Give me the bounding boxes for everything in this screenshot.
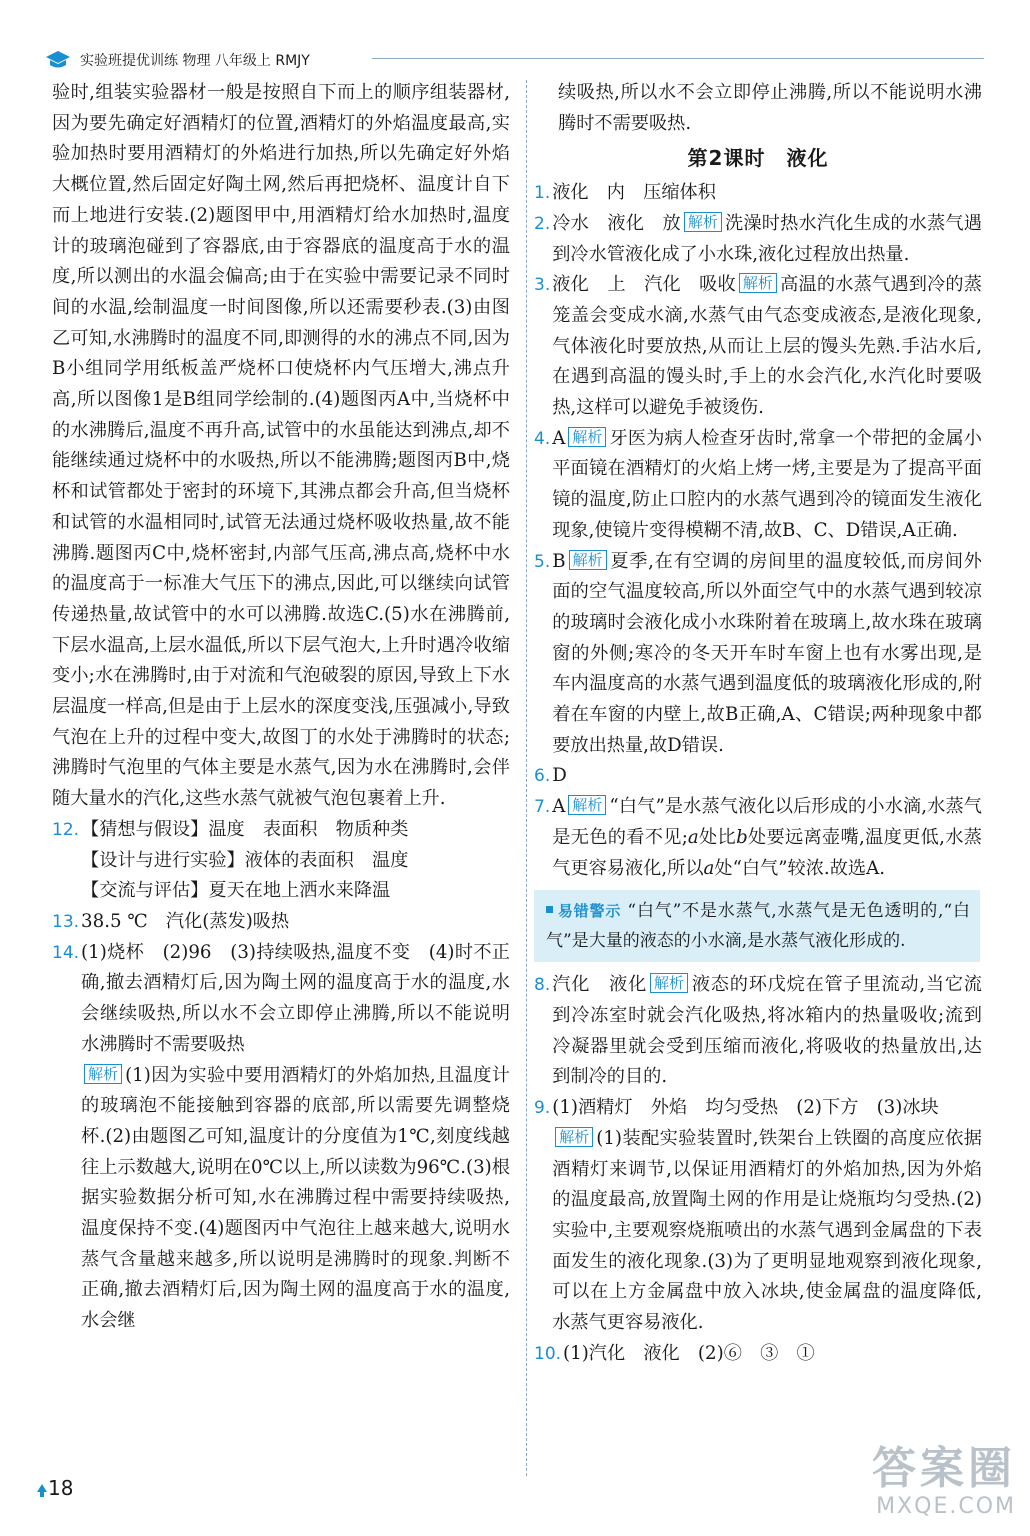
question-number: 9. <box>534 1098 551 1119</box>
answer-text: D <box>552 765 567 787</box>
book-logo-icon <box>44 48 72 70</box>
answer-text: 冷水 液化 放 <box>552 212 681 234</box>
page-marker-icon <box>36 1480 48 1498</box>
answer-text: (1)烧杯 (2)96 (3)持续吸热,温度不变 (4)时不正确,撤去酒精灯后,因为陶土网的温度高于水的温度,水会继续吸热,所以水不会立即停止沸腾,所以不能说明水沸腾时不需要吸热 <box>81 941 510 1055</box>
question-number: 10. <box>534 1343 562 1364</box>
analysis-body: 处要远离壶嘴,温度更低,水蒸气更容易液化,所以 <box>552 826 982 879</box>
analysis-tag: 解析 <box>555 1127 593 1147</box>
watermark-logo: 答案圈 <box>872 1443 1016 1494</box>
question-number: 4. <box>534 428 551 449</box>
question-10 <box>534 1339 982 1370</box>
analysis-body: (1)因为实验中要用酒精灯的外焰加热,且温度计的玻璃泡不能接触到容器的底部,所以需要先调整烧杯.(2)由题图乙可知,温度计的分度值为1℃,刻度线越往上示数越大,说明在0℃以上,所以读数为96℃.(3)根据实验数据分析可知,水在沸腾过程中需要持续吸热,温度保持不变.(4)题图丙中气泡往上越来越大,说明水蒸气含量越来越多,所以说明是沸腾时的现象.判断不正确,撤去酒精灯后,因为陶土网的温度高于水的温度,水会继 <box>81 1064 510 1332</box>
question-number: 3. <box>534 275 551 296</box>
analysis-tag: 解析 <box>84 1064 122 1084</box>
question-6 <box>534 761 982 792</box>
header-title: 实验班提优训练 物理 八年级上 RMJY <box>80 53 310 69</box>
question-4 <box>534 424 982 547</box>
variable-b: b <box>736 826 748 848</box>
analysis-tag: 解析 <box>568 427 606 447</box>
answer-text: A <box>552 796 566 818</box>
analysis-tag: 解析 <box>569 550 607 570</box>
continued-text: 续吸热,所以水不会立即停止沸腾,所以不能说明水沸腾时不需要吸热. <box>558 82 982 134</box>
analysis-tag: 解析 <box>650 973 688 993</box>
question-number: 5. <box>534 551 551 572</box>
answer-text: 汽化 液化 <box>552 974 648 996</box>
question-number: 7. <box>534 797 551 818</box>
question-number: 2. <box>534 213 551 234</box>
lesson-title: 第2课时 液化 <box>687 146 829 171</box>
answer-line: 【交流与评估】夏天在地上洒水来降温 <box>81 880 391 902</box>
question-8 <box>534 970 982 1093</box>
watermark-url: MXQE.COM <box>876 1494 1016 1519</box>
variable-a: a <box>687 826 699 848</box>
continued-analysis: 验时,组装实验器材一般是按照自下而上的顺序组装器材,因为要先确定好酒精灯的位置,酒精灯的外焰温度最高,实验加热时要用酒精灯的外焰进行加热,所以先确定好外焰大概位置,然后固定好陶土网,然后再把烧杯、温度计自下而上地进行安装.(2)题图甲中,用酒精灯给水加热时,温度计的玻璃泡碰到了容器底,由于容器底的温度高于水的温度,所以测出的水温会偏高;由于在实验中需要记录不同时间的水温,绘制温度一时间图像,所以还需要秒表.(3)由图乙可知,水沸腾时的温度不同,即测得的水的沸点不同,因为B小组同学用纸板盖严烧杯口使烧杯内气压增大,沸点升高,所以图像1是B组同学绘制的.(4)题图丙A中,当烧杯中的水沸腾后,温度不再升高,试管中的水虽能达到沸点,却不能继续通过烧杯中的水吸热,所以不能沸腾;题图丙B中,烧杯和试管都处于密封的环境下,其沸点都会升高,但当烧杯和试管的水温相同时,试管无法通过烧杯吸收热量,故不能沸腾.题图丙C中,烧杯密封,内部气压高,沸点高,烧杯中水的温度高于一标准大气压下的沸点,因此,可以继续向试管传递热量,故试管中的水可以沸腾.故选C.(5)水在沸腾前,下层水温高,上层水温低,所以下层气泡大,上升时遇冷收缩变小;水在沸腾时,由于对流和气泡破裂的原因,导致上下水层温度一样高,但是由于上层水的深度变浅,压强减小,导致气泡在上升的过程中变大,故图丁的水处于沸腾时的状态;沸腾时气泡里的气体主要是水蒸气,因为水在沸腾时,会伴随大量水的汽化,这些水蒸气就被气泡包裹着上升. <box>52 82 510 810</box>
question-1 <box>534 178 982 209</box>
page-header <box>44 44 984 74</box>
right-column <box>534 78 982 1369</box>
question-7 <box>534 792 982 884</box>
warning-square-icon <box>546 906 553 913</box>
question-13 <box>52 907 510 938</box>
column-divider <box>526 80 527 1476</box>
question-3 <box>534 270 982 424</box>
page-number: 18 <box>48 1476 74 1500</box>
site-watermark <box>840 1444 1016 1530</box>
answer-text: 38.5 ℃ 汽化(蒸发)吸热 <box>81 910 290 932</box>
question-number: 14. <box>52 942 80 963</box>
answer-text: 液化 内 压缩体积 <box>552 182 716 204</box>
question-2 <box>534 209 982 270</box>
left-column <box>52 78 510 1337</box>
analysis-body: 夏季,在有空调的房间里的温度较低,而房间外面的空气温度较高,所以外面空气中的水蒸气遇到较凉的玻璃时会液化成小水珠附着在玻璃上,故水珠在玻璃窗的外侧;寒冷的冬天开车时车窗上也有水雾出现,是车内温度高的水蒸气遇到温度低的玻璃液化形成的,附着在车窗的内壁上,故B正确,A、C错误;两种现象中都要放出热量,故D错误. <box>552 550 982 756</box>
analysis-body: 高温的水蒸气遇到冷的蒸笼盖会变成水滴,水蒸气由气态变成液态,是液化现象,气体液化时要放热,从而让上层的馒头先熟.手沾水后,在遇到高温的馒头时,手上的水会汽化,水汽化时要吸热,这样可以避免手被烫伤. <box>552 274 982 419</box>
answer-line: 【设计与进行实验】液体的表面积 温度 <box>81 849 409 871</box>
variable-a: a <box>703 857 715 879</box>
answer-line: 【猜想与假设】温度 表面积 物质种类 <box>81 818 409 840</box>
answer-text: (1)汽化 液化 (2)⑥ ③ ① <box>563 1342 815 1364</box>
question-14 <box>52 938 510 1337</box>
analysis-text <box>81 1061 510 1337</box>
analysis-body: 处比 <box>698 826 737 848</box>
analysis-body: 液态的环戊烷在管子里流动,当它流到冷冻室时就会汽化吸热,将冰箱内的热量吸收;流到冷凝器里就会受到压缩而液化,将吸收的热量放出,达到制冷的目的. <box>552 974 982 1088</box>
error-warning-box <box>534 890 980 962</box>
answer-text: 液化 上 汽化 吸收 <box>552 274 736 296</box>
analysis-tag: 解析 <box>739 273 777 293</box>
question-number: 6. <box>534 766 551 787</box>
analysis-body: 洗澡时热水汽化生成的水蒸气遇到冷水管液化成了小水珠,液化过程放出热量. <box>552 212 982 265</box>
question-12 <box>52 815 510 907</box>
question-number: 1. <box>534 183 551 204</box>
question-number: 13. <box>52 911 80 932</box>
question-number: 12. <box>52 819 80 840</box>
answer-text: B <box>552 550 566 572</box>
warning-title: 易错警示 <box>557 902 622 921</box>
header-rule <box>372 58 984 59</box>
answer-text: A <box>552 427 566 449</box>
analysis-tag: 解析 <box>684 212 722 232</box>
warning-text: “白气”不是水蒸气,水蒸气是无色透明的,“白气”是大量的液态的小水滴,是水蒸气液化形成的. <box>546 901 970 952</box>
analysis-body: “白气”是水蒸气液化以后形成的小水滴,水蒸气是无色的看不见; <box>552 796 982 848</box>
question-5 <box>534 547 982 762</box>
analysis-tag: 解析 <box>568 795 606 815</box>
question-number: 8. <box>534 975 551 996</box>
answer-text: (1)酒精灯 外焰 均匀受热 (2)下方 (3)冰块 <box>552 1097 939 1119</box>
analysis-body: 处“白气”较浓.故选A. <box>714 857 885 879</box>
analysis-body: 牙医为病人检查牙齿时,常拿一个带把的金属小平面镜在酒精灯的火焰上烤一烤,主要是为了提高平面镜的温度,防止口腔内的水蒸气遇到冷的镜面发生液化现象,使镜片变得模糊不清,故B、C、D错误,A正确. <box>552 427 982 541</box>
question-9 <box>534 1093 982 1339</box>
analysis-body: (1)装配实验装置时,铁架台上铁圈的高度应依据酒精灯来调节,以保证用酒精灯的外焰加热,因为外焰的温度最高,放置陶土网的作用是让烧瓶均匀受热.(2)实验中,主要观察烧瓶喷出的水蒸气遇到金属盘的下表面发生的液化现象.(3)为了更明显地观察到液化现象,可以在上方金属盘中放入冰块,使金属盘的温度降低,水蒸气更容易液化. <box>552 1127 982 1334</box>
